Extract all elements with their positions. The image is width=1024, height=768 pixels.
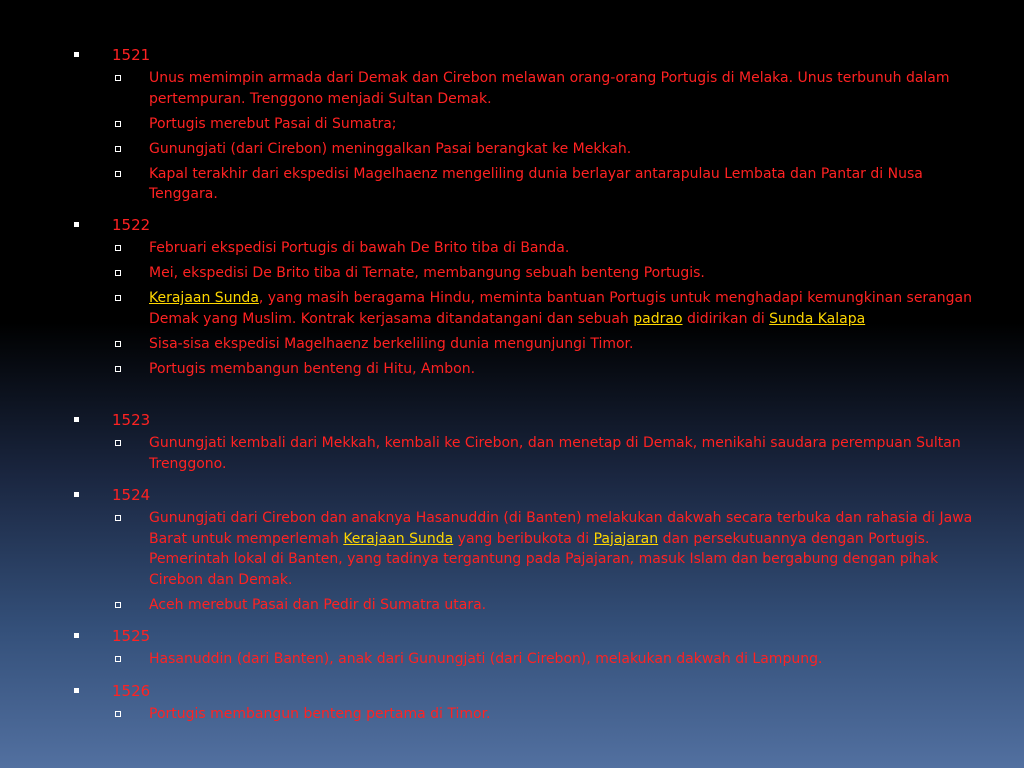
item-text: Gunungjati (dari Cirebon) meninggalkan Pasai berangkat ke Mekkah. [149,140,632,157]
link-pajajaran[interactable]: Pajajaran [593,530,659,547]
square-bullet-icon [74,633,79,638]
list-item [149,595,979,616]
item-text: Portugis membangun benteng pertama di Timor. [149,706,491,722]
item-text: yang beribukota di [453,530,594,547]
year-heading-row [0,486,1024,508]
item-text: Kapal terakhir dari ekspedisi Magelhaenz mengeliling dunia berlayar antarapulau Lembata dan Pantar di Nusa Tenggara. [149,165,923,202]
year-label: 1522 [112,216,151,234]
list-item [149,359,979,380]
list-item [149,68,979,109]
hollow-square-bullet-icon [115,295,121,301]
hollow-square-bullet-icon [115,121,121,127]
item-text: Sisa-sisa ekspedisi Magelhaenz berkeliling dunia mengunjungi Timor. [149,335,634,352]
item-text: Mei, ekspedisi De Brito tiba di Ternate, membangung sebuah benteng Portugis. [149,265,705,281]
year-heading-row [0,216,1024,238]
item-text: Aceh merebut Pasai dan Pedir di Sumatra utara. [149,596,487,613]
link-kerajaan-sunda[interactable]: Kerajaan Sunda [343,530,454,547]
item-text: Gunungjati kembali dari Mekkah, kembali ke Cirebon, dan menetap di Demak, menikahi saudara perempuan Sultan Trenggono. [149,435,961,472]
item-text: Gunungjati dari Cirebon dan anaknya Hasanuddin (di Banten) melakukan dakwah secara terbuka dan rahasia di Jawa Barat untuk memperlemah [149,510,973,547]
hollow-square-bullet-icon [115,656,121,662]
item-text: Portugis membangun benteng di Hitu, Ambon. [149,360,476,377]
square-bullet-icon [74,52,79,57]
year-section-1523 [0,411,1024,479]
year-section-1524 [0,486,1024,620]
item-text: Hasanuddin (dari Banten), anak dari Gunungjati (dari Cirebon), melakukan dakwah di Lampung. [149,651,823,667]
list-item [149,288,979,329]
hollow-square-bullet-icon [115,171,121,177]
list-item [149,263,979,284]
item-text: Unus memimpin armada dari Demak dan Cirebon melawan orang-orang Portugis di Melaka. Unus terbunuh dalam pertempuran. Trenggono menjadi Sultan Demak. [149,70,950,107]
item-text: Portugis merebut Pasai di Sumatra; [149,115,397,132]
year-heading-row [0,627,1024,649]
item-text: , yang masih beragama Hindu, meminta bantuan Portugis untuk menghadapi kemungkinan serangan Demak yang Muslim. Kontrak kerjasama ditandatangani dan sebuah [149,290,972,327]
year-section-1525 [0,627,1024,674]
hollow-square-bullet-icon [115,366,121,372]
item-text: didirikan di [682,310,770,327]
hollow-square-bullet-icon [115,341,121,347]
year-section-1521 [0,46,1024,209]
square-bullet-icon [74,222,79,227]
list-item [149,238,979,259]
hollow-square-bullet-icon [115,245,121,251]
list-item [149,433,979,474]
list-item [149,164,979,205]
list-item [149,114,979,135]
list-item [149,508,979,590]
hollow-square-bullet-icon [115,270,121,276]
year-label: 1526 [112,682,151,700]
year-label: 1521 [112,46,151,64]
year-heading-row [0,682,1024,704]
list-item [149,704,979,725]
year-label: 1524 [112,486,151,504]
year-section-1522 [0,216,1024,384]
hollow-square-bullet-icon [115,602,121,608]
year-section-1526 [0,682,1024,729]
item-text: dan persekutuannya dengan Portugis. Pemerintah lokal di Banten, yang tadinya tergantung pada Pajajaran, masuk Islam dan bergabung dengan pihak Cirebon dan Demak. [149,530,939,588]
square-bullet-icon [74,417,79,422]
link-kerajaan-sunda[interactable]: Kerajaan Sunda [149,290,259,306]
link-sunda-kalapa[interactable]: Sunda Kalapa [769,310,866,327]
list-item [149,334,979,355]
hollow-square-bullet-icon [115,75,121,81]
square-bullet-icon [74,492,79,497]
item-text: Februari ekspedisi Portugis di bawah De Brito tiba di Banda. [149,240,570,256]
hollow-square-bullet-icon [115,515,121,521]
hollow-square-bullet-icon [115,711,121,717]
hollow-square-bullet-icon [115,440,121,446]
link-padrao[interactable]: padrao [633,310,683,327]
square-bullet-icon [74,688,79,693]
list-item [149,649,979,670]
hollow-square-bullet-icon [115,146,121,152]
list-item [149,139,979,160]
year-heading-row [0,46,1024,68]
year-label: 1523 [112,411,151,429]
year-label: 1525 [112,627,151,645]
year-heading-row [0,411,1024,433]
